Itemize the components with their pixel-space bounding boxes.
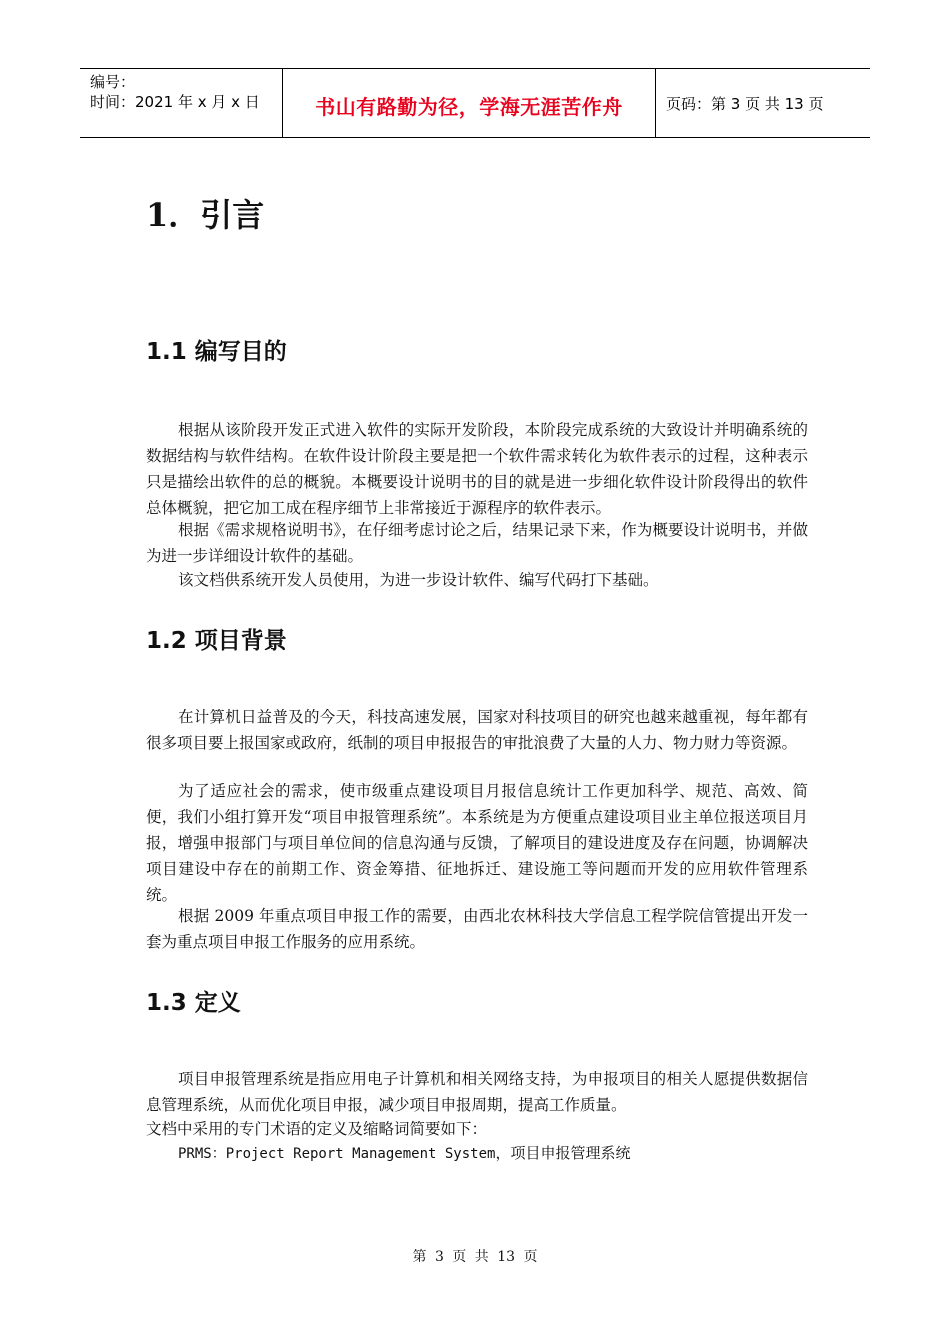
paragraph-purpose-3: 该文档供系统开发人员使用，为进一步设计软件、编写代码打下基础。 <box>178 571 659 589</box>
header-page-cell <box>656 69 870 137</box>
section-title-background: 1.2 项目背景 <box>146 628 287 654</box>
document-date: 时间：2021 年 x 月 x 日 <box>90 93 260 111</box>
header-table <box>80 68 870 138</box>
paragraph-background-1: 在计算机日益普及的今天，科技高速发展，国家对科技项目的研究也越来越重视，每年都有很多项目要上报国家或政府，纸制的项目申报报告的审批浪费了大量的人力、物力财力等资源。 <box>146 708 808 752</box>
header-page-info: 页码：第 3 页 共 13 页 <box>666 95 824 113</box>
page-footer: 第 3 页 共 13 页 <box>412 1249 538 1265</box>
document-number-label: 编号： <box>90 73 136 91</box>
paragraph-background-3: 根据 2009 年重点项目申报工作的需要，由西北农林科技大学信息工程学院信管提出开发一套为重点项目申报工作服务的应用系统。 <box>146 907 808 951</box>
paragraph-definitions-2: 文档中采用的专门术语的定义及缩略词简要如下： <box>146 1120 488 1138</box>
term-prms-chinese: ，项目申报管理系统 <box>495 1144 631 1162</box>
term-prms-english: PRMS：Project Report Management System <box>178 1146 496 1162</box>
chapter-title: 1．引言 <box>146 196 265 234</box>
paragraph-definitions-1: 项目申报管理系统是指应用电子计算机和相关网络支持，为申报项目的相关人愿提供数据信息管理系统，从而优化项目申报，减少项目申报周期，提高工作质量。 <box>146 1070 808 1114</box>
paragraph-purpose-1: 根据从该阶段开发正式进入软件的实际开发阶段，本阶段完成系统的大致设计并明确系统的数据结构与软件结构。在软件设计阶段主要是把一个软件需求转化为软件表示的过程，这种表示只是描绘出软件的总的概貌。本概要设计说明书的目的就是进一步细化软件设计阶段得出的软件总体概貌，把它加工成在程序细节上非常接近于源程序的软件表示。 <box>146 421 808 517</box>
header-motto: 书山有路勤为径，学海无涯苦作舟 <box>315 95 623 119</box>
header-meta-cell <box>80 69 283 137</box>
header-motto-cell <box>283 69 656 137</box>
paragraph-background-2: 为了适应社会的需求，使市级重点建设项目月报信息统计工作更加科学、规范、高效、简便，我们小组打算开发“项目申报管理系统”。本系统是为方便重点建设项目业主单位报送项目月报，增强申报部门与项目单位间的信息沟通与反馈，了解项目的建设进度及存在问题，协调解决项目建设中存在的前期工作、资金筹措、征地拆迁、建设施工等问题而开发的应用软件管理系统。 <box>146 782 808 904</box>
paragraph-purpose-2: 根据《需求规格说明书》，在仔细考虑讨论之后，结果记录下来，作为概要设计说明书，并做为进一步详细设计软件的基础。 <box>146 521 808 565</box>
section-title-definitions: 1.3 定义 <box>146 990 241 1016</box>
section-title-purpose: 1.1 编写目的 <box>146 339 287 365</box>
term-definition-prms <box>178 1142 630 1163</box>
